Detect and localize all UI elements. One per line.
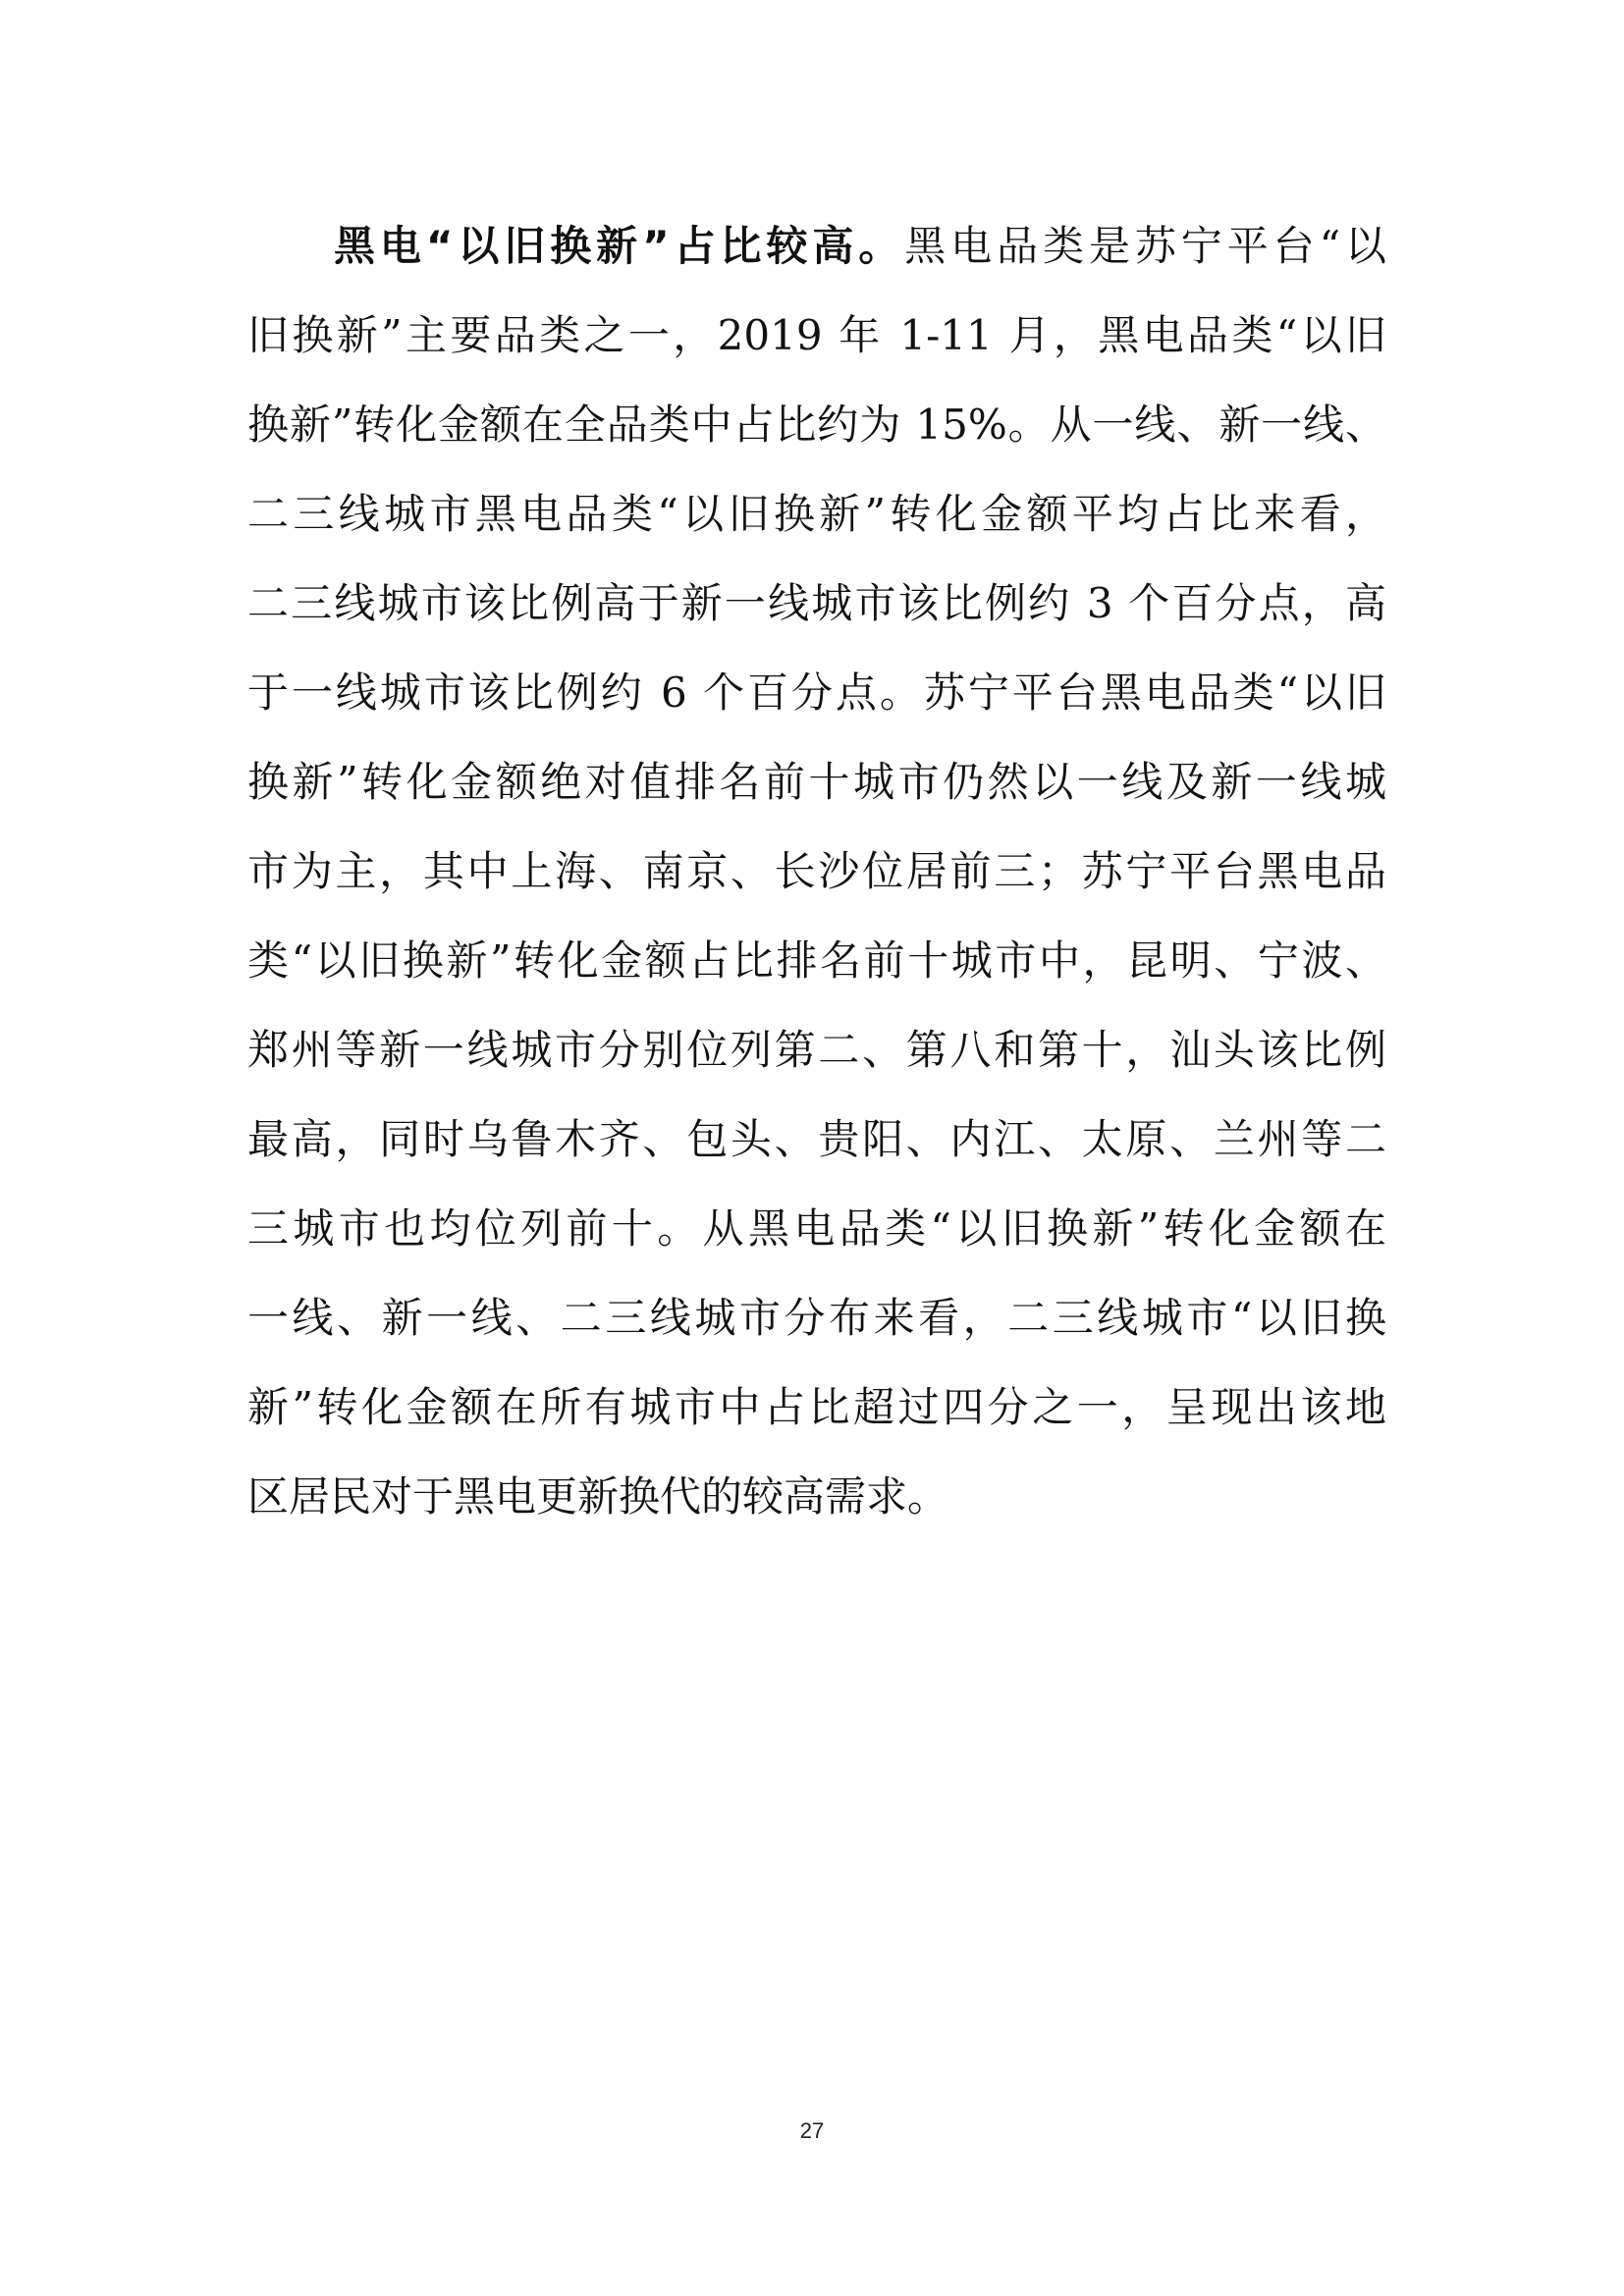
paragraph-text: 黑电品类是苏宁平台“以 — [904, 222, 1386, 270]
paragraph-line-6: 于一线城市该比例约 6 个百分点。苏宁平台黑电品类“以旧 — [247, 668, 1386, 717]
paragraph-line-4: 二三线城市黑电品类“以旧换新”转化金额平均占比来看， — [247, 490, 1386, 538]
paragraph-line-7: 换新”转化金额绝对值排名前十城市仍然以一线及新一线城 — [247, 758, 1386, 806]
paragraph-line-11: 最高，同时乌鲁木齐、包头、贵阳、内江、太原、兰州等二 — [247, 1115, 1386, 1163]
paragraph-line-8: 市为主，其中上海、南京、长沙位居前三；苏宁平台黑电品 — [247, 847, 1386, 895]
paragraph-line-10: 郑州等新一线城市分别位列第二、第八和第十，汕头该比例 — [247, 1026, 1386, 1074]
paragraph-line-15: 区居民对于黑电更新换代的较高需求。 — [247, 1472, 949, 1521]
body-paragraph — [247, 201, 1386, 1541]
paragraph-line-2: 旧换新”主要品类之一，2019 年 1-11 月，黑电品类“以旧 — [247, 311, 1386, 359]
paragraph-line-9: 类“以旧换新”转化金额占比排名前十城市中，昆明、宁波、 — [247, 936, 1386, 985]
paragraph-line-13: 一线、新一线、二三线城市分布来看，二三线城市“以旧换 — [247, 1294, 1386, 1342]
paragraph-line-5: 二三线城市该比例高于新一线城市该比例约 3 个百分点，高 — [247, 579, 1386, 627]
paragraph-line-3: 换新”转化金额在全品类中占比约为 15%。从一线、新一线、 — [247, 400, 1386, 449]
paragraph-line-1 — [247, 201, 1386, 291]
page-number: 27 — [799, 2118, 825, 2143]
paragraph-line-14: 新”转化金额在所有城市中占比超过四分之一，呈现出该地 — [247, 1383, 1386, 1431]
paragraph-line-12: 三城市也均位列前十。从黑电品类“以旧换新”转化金额在 — [247, 1204, 1386, 1253]
section-heading: 黑电“以旧换新”占比较高。 — [334, 222, 905, 270]
